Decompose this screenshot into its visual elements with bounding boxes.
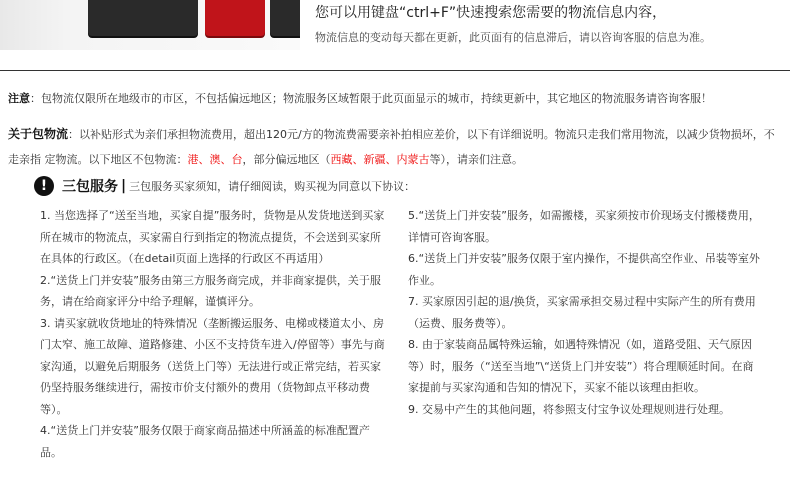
keyboard-image [0,0,300,50]
term-item: 7. 买家原因引起的退/换货，买家需承担交易过程中实际产生的所有费用（运费、服务费等）。 [408,295,756,330]
term-item: 3. 请买家就收货地址的特殊情况（垄断搬运服务、电梯或楼道太小、房门太窄、施工故障、道路修建、小区不支持货车进入/停留等）事先与商家沟通，以避免后期服务（送货上门等）无法进行或正常完结，若买家仍坚持服务继续进行，需按市价支付额外的费用（货物卸点平移动费等）。 [40,316,385,416]
banner-tagline: 您可以用键盘“ctrl+F”快速搜索您需要的物流信息内容， [315,5,667,21]
remote-regions: 西藏、新疆、内蒙古 [330,153,430,166]
term-item: 2.“送货上门并安装”服务由第三方服务商完成，并非商家提供，关于服务，请在给商家评分中给予理解，谨慎评分。 [40,273,381,308]
top-divider [0,70,790,71]
term-item: 5.“送货上门并安装”服务，如需搬楼，买家须按市价现场支付搬楼费用，详情可咨询客服。 [408,209,760,244]
note-text: ：包物流仅限所在地级市的市区，不包括偏远地区；物流服务区域暂限于此页面显示的城市，持续更新中，其它地区的物流服务请咨询客服！ [30,92,712,105]
service-separator: | [121,178,127,194]
term-item: 6.“送货上门并安装”服务仅限于室内操作，不提供高空作业、吊装等室外作业。 [408,252,760,287]
exclamation-icon: ! [34,176,54,196]
term-item: 1. 当您选择了“送至当地，买家自提”服务时，货物是从发货地送到买家所在城市的物流点，买家需自行到指定的物流点提货，不会送到买家所在具体的行政区。（在detail页面上选择的行政区不再适用） [40,209,385,265]
term-item: 4.“送货上门并安装”服务仅限于商家商品描述中所涵盖的标准配置产品。 [40,424,370,459]
service-description: 三包服务买家须知，请仔细阅读，购买视为同意以下协议： [129,180,416,193]
service-header [34,175,415,197]
service-title: 三包服务 [62,179,118,195]
excluded-regions: 港、澳、台 [187,153,243,166]
package-text-3: 等），请亲们注意。 [429,153,523,166]
banner-subtitle: 物流信息的变动每天都在更新，此页面有的信息滞后，请以咨询客服的信息为准。 [315,31,711,44]
note-lead: 注意 [8,92,30,105]
package-text-1: ：以补贴形式为亲们承担物流费用，超出120元/方的物流费需要亲补拍相应差价，以下有详细说明。物流只走我们常用物流，以减少货物损坏，不走亲指 定物流。以下地区不包物流： [8,128,775,166]
top-banner [0,0,790,70]
term-item: 8. 由于家装商品属特殊运输，如遇特殊情况（如，道路受阻、天气原因等）时，服务（“送至当地”\“送货上门并安装”）将合理顺延时间。在商家提前与买家沟通和告知的情况下，买家不能以该理由拒收。 [408,338,754,394]
terms-left-column [40,205,390,463]
term-item: 9. 交易中产生的其他问题，将参照支付宝争议处理规则进行处理。 [408,402,730,416]
package-text-2: ，部分偏远地区（ [242,153,331,166]
package-policy [8,122,780,172]
terms-right-column [408,205,763,420]
note-line [8,90,712,106]
package-lead: 关于包物流 [8,127,69,141]
